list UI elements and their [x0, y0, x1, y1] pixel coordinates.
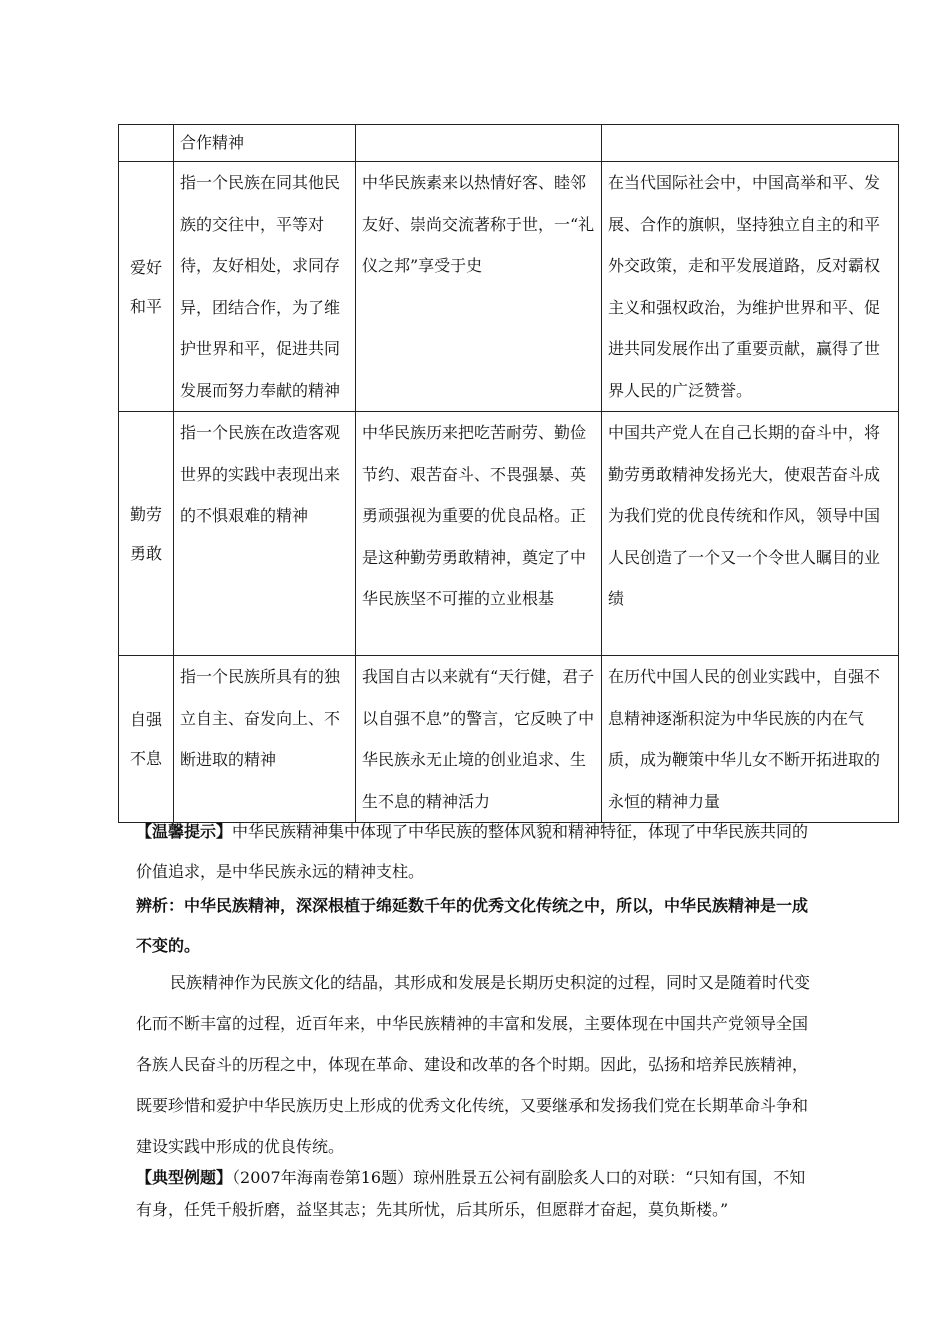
example-text: （2007年海南卷第16题）琼州胜景五公祠有副脍炙人口的对联：“只知有国，不知有身，任凭千般折磨，益坚其志；先其所忧，后其所乐，但愿群才奋起，莫负斯楼。”	[136, 1168, 806, 1219]
modern-cell	[602, 125, 899, 162]
definition-cell: 合作精神	[174, 125, 356, 162]
tradition-cell: 中华民族素来以热情好客、睦邻友好、崇尚交流著称于世，一“礼仪之邦”享受于史	[356, 162, 602, 412]
tip-text: 中华民族精神集中体现了中华民族的整体风貌和精神特征，体现了中华民族共同的价值追求，是中华民族永远的精神支柱。	[136, 822, 809, 881]
modern-cell: 在当代国际社会中，中国高举和平、发展、合作的旗帜，坚持独立自主的和平外交政策，走和平发展道路，反对霸权主义和强权政治，为维护世界和平、促进共同发展作出了重要贡献，赢得了世界人民的广泛赞誉。	[602, 162, 899, 412]
example-label: 【典型例题】	[136, 1168, 233, 1187]
explanation-paragraph: 民族精神作为民族文化的结晶，其形成和发展是长期历史积淀的过程，同时又是随着时代变化而不断丰富的过程，近百年来，中华民族精神的丰富和发展，主要体现在中国共产党领导全国各族人民奋斗的历程之中，体现在革命、建设和改革的各个时期。因此，弘扬和培养民族精神，既要珍惜和爱护中华民族历史上形成的优秀文化传统，又要继承和发扬我们党在长期革命斗争和建设实践中形成的优良传统。	[136, 973, 811, 1156]
spirit-name-cell: 自强 不息	[119, 656, 174, 823]
tradition-cell: 我国自古以来就有“天行健，君子以自强不息”的警言，它反映了中华民族永无止境的创业追求、生生不息的精神活力	[356, 656, 602, 823]
example-paragraph	[136, 1162, 816, 1226]
table-row	[119, 656, 899, 823]
national-spirit-table	[118, 124, 899, 823]
table-row	[119, 412, 899, 656]
definition-cell: 指一个民族在改造客观世界的实践中表现出来的不惧艰难的精神	[174, 412, 356, 656]
analysis-paragraph	[136, 886, 816, 966]
spirit-name-cell	[119, 125, 174, 162]
table-row	[119, 162, 899, 412]
modern-cell: 在历代中国人民的创业实践中，自强不息精神逐渐积淀为中华民族的内在气质，成为鞭策中华儿女不断开拓进取的永恒的精神力量	[602, 656, 899, 823]
definition-cell: 指一个民族在同其他民族的交往中，平等对待，友好相处，求同存异，团结合作，为了维护世界和平，促进共同发展而努力奉献的精神	[174, 162, 356, 412]
tradition-cell	[356, 125, 602, 162]
tradition-cell: 中华民族历来把吃苦耐劳、勤俭节约、艰苦奋斗、不畏强暴、英勇顽强视为重要的优良品格。正是这种勤劳勇敢精神，奠定了中华民族坚不可摧的立业根基	[356, 412, 602, 656]
table-row	[119, 125, 899, 162]
analysis-text: 中华民族精神，深深根植于绵延数千年的优秀文化传统之中，所以，中华民族精神是一成不变的。	[136, 896, 809, 955]
spirit-name-cell: 爱好 和平	[119, 162, 174, 412]
analysis-label: 辨析：	[136, 896, 185, 915]
tip-label: 【温馨提示】	[136, 822, 233, 841]
spirit-name-cell: 勤劳 勇敢	[119, 412, 174, 656]
tip-paragraph	[136, 812, 816, 892]
modern-cell: 中国共产党人在自己长期的奋斗中，将勤劳勇敢精神发扬光大，使艰苦奋斗成为我们党的优良传统和作风，领导中国人民创造了一个又一个令世人瞩目的业绩	[602, 412, 899, 656]
definition-cell: 指一个民族所具有的独立自主、奋发向上、不断进取的精神	[174, 656, 356, 823]
